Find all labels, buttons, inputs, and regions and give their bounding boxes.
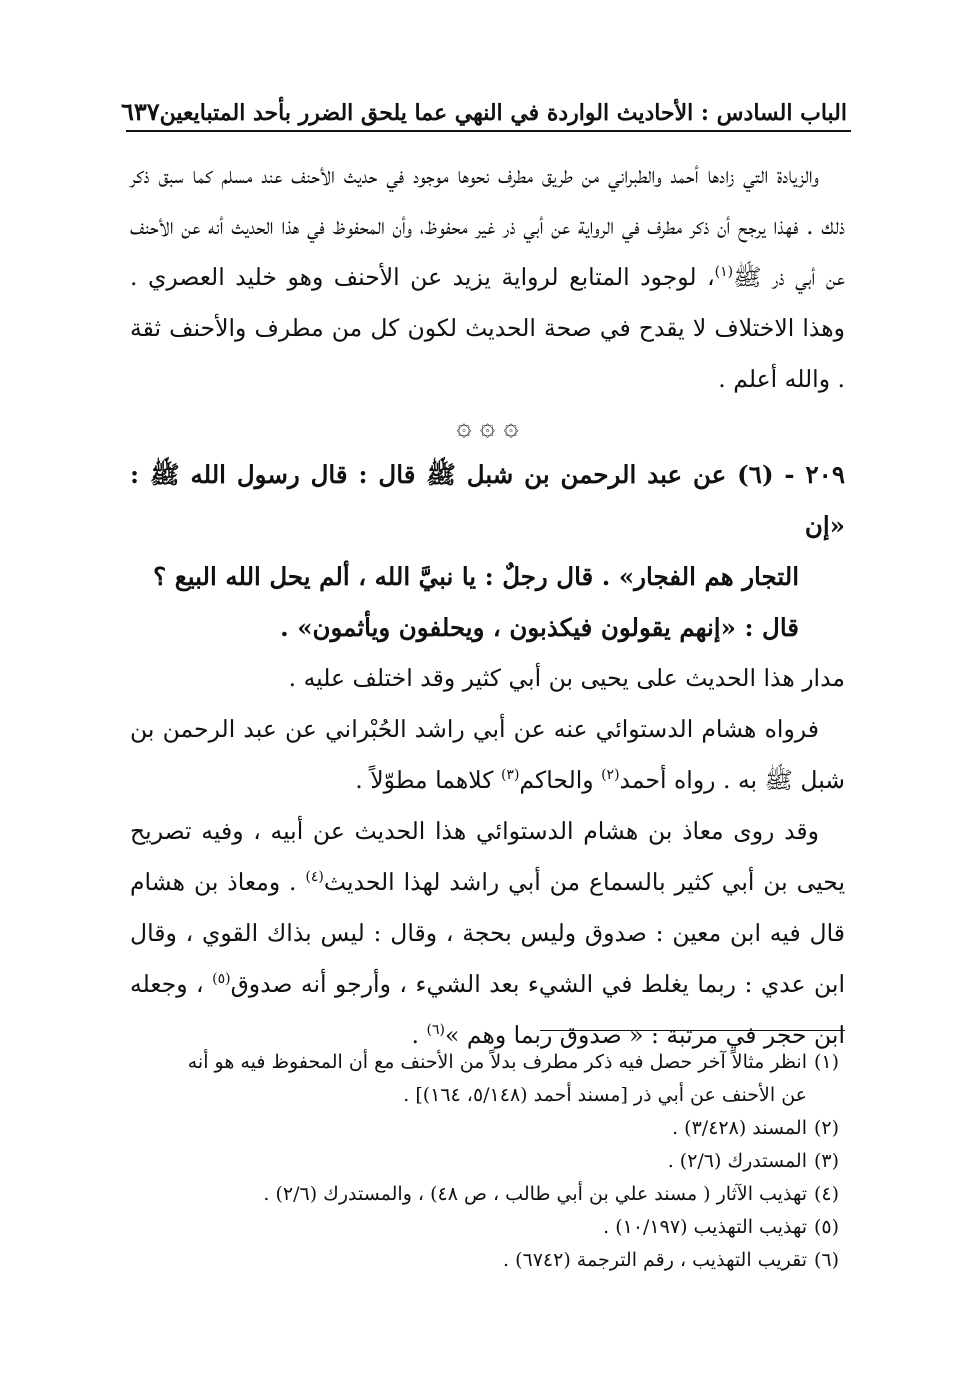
footnote-text: تقريب التهذيب ، رقم الترجمة (٦٧٤٢) . (503, 1249, 807, 1271)
footnote-number: (١) (813, 1051, 839, 1073)
footnote-3 (120, 1145, 839, 1178)
paragraph-3 (130, 704, 845, 806)
footnote-number: (٦) (813, 1249, 839, 1271)
footnote-number: (٣) (813, 1150, 839, 1172)
running-header (121, 88, 847, 126)
paragraph-4-text-d: . (411, 1021, 427, 1049)
hadith-line-1: ٢٠٩ - (٦) عن عبد الرحمن بن شبل ﷺ قال : قال رسول الله ﷺ : «إن (130, 460, 845, 540)
footnote-1-continuation: عن الأحنف عن أبي ذر [مسند أحمد (٥/١٤٨، ١٦٤)] . (403, 1084, 807, 1106)
footnote-text: المسند (٣/٤٢٨) . (672, 1117, 807, 1139)
footnote-number: (٤) (813, 1183, 839, 1205)
paragraph-1-tail: ، لوجود المتابع لرواية يزيد عن الأحنف وهو خليد العصري . وهذا الاختلاف لا يقدح في صحة الحديث لكون كل من مطرف والأحنف ثقة . والله أعلم . (130, 263, 845, 393)
page-number: ٦٣٧ (121, 97, 160, 126)
footnote-ref-3: (٣) (500, 767, 520, 783)
paragraph-4-text-b: . ومعاذ بن هشام قال فيه ابن معين : صدوق وليس بحجة ، وقال : ليس بذاك القوي ، وقال ابن عدي : ربما يغلط في الشيء بعد الشيء ، وأرجو أنه صدوق (130, 868, 845, 998)
footnote-ref-1: (١) (714, 264, 734, 280)
footnote-ref-4: (٤) (305, 869, 324, 885)
paragraph-1 (130, 150, 845, 405)
chapter-title: الباب السادس : الأحاديث الواردة في النهي عما يلحق الضرر بأحد المتبايعين (159, 100, 847, 126)
paragraph-3-text-b: والحاكم (519, 766, 602, 794)
paragraph-4 (130, 806, 845, 1061)
footnote-4 (120, 1178, 839, 1211)
footnote-text: المستدرك (٢/٦) . (667, 1150, 807, 1172)
footnote-rule (540, 1030, 845, 1031)
main-text (130, 150, 845, 1061)
hadith-line-3: قال : «إنهم يقولون فيكذبون ، ويحلفون ويأثمون» . (280, 613, 799, 642)
paragraph-3-text-a: فرواه هشام الدستوائي عنه عن أبي راشد الحُبْراني عن عبد الرحمن بن شبل ﷺ به . رواه أحمد (130, 715, 845, 794)
header-rule (126, 130, 851, 132)
footnote-5 (120, 1211, 839, 1244)
footnote-number: (٥) (813, 1216, 839, 1238)
footnote-ref-2: (٢) (601, 767, 620, 783)
paragraph-1-text: والزيادة التي زادها أحمد والطبراني من طريق مطرف نحوها موجود في حديث الأحنف عند مسلم كما سبق ذكر ذلك . فهذا يرجح أن ذكر مطرف في الرواية عن أبي ذر غير محفوظ، وأن المحفوظ في هذا الحديث أنه عن الأحنف عن أبي ذر ﷺ (130, 161, 846, 291)
paragraph-3-text-c: كلاهما مطوّلاً . (355, 766, 501, 794)
section-separator: ۞ ۞ ۞ (456, 412, 519, 442)
paragraph-4-text-a: وقد روى معاذ بن هشام الدستوائي هذا الحديث عن أبيه ، وفيه تصريح يحيى بن أبي كثير بالسماع من أبي راشد لهذا الحديث (130, 817, 845, 896)
footnote-6 (120, 1244, 839, 1277)
paragraph-2: مدار هذا الحديث على يحيى بن أبي كثير وقد اختلف عليه . (288, 664, 845, 692)
footnote-number: (٢) (813, 1117, 839, 1139)
paragraph-4-text-c: ، وجعله ابن حجر في مرتبة : « صدوق ربما وهم » (130, 970, 845, 1049)
footnotes (120, 1046, 839, 1277)
footnote-text: انظر مثالاً آخر حصل فيه ذكر مطرف بدلاً من الأحنف مع أن المحفوظ فيه هو أنه (187, 1051, 807, 1073)
footnote-ref-6: (٦) (426, 1022, 445, 1038)
footnote-text: تهذيب الآثار ( مسند علي بن أبي طالب ، ص ٤٨) ، والمستدرك (٢/٦) . (263, 1183, 807, 1205)
footnote-ref-5: (٥) (212, 971, 231, 987)
footnote-1 (120, 1046, 839, 1079)
hadith-line-2: التجار هم الفجار» . قال رجلٌ : يا نبيَّ الله ، ألم يحل الله البيع ؟ (153, 562, 799, 591)
footnote-2 (120, 1112, 839, 1145)
footnote-text: تهذيب التهذيب (١٠/١٩٧) . (603, 1216, 807, 1238)
